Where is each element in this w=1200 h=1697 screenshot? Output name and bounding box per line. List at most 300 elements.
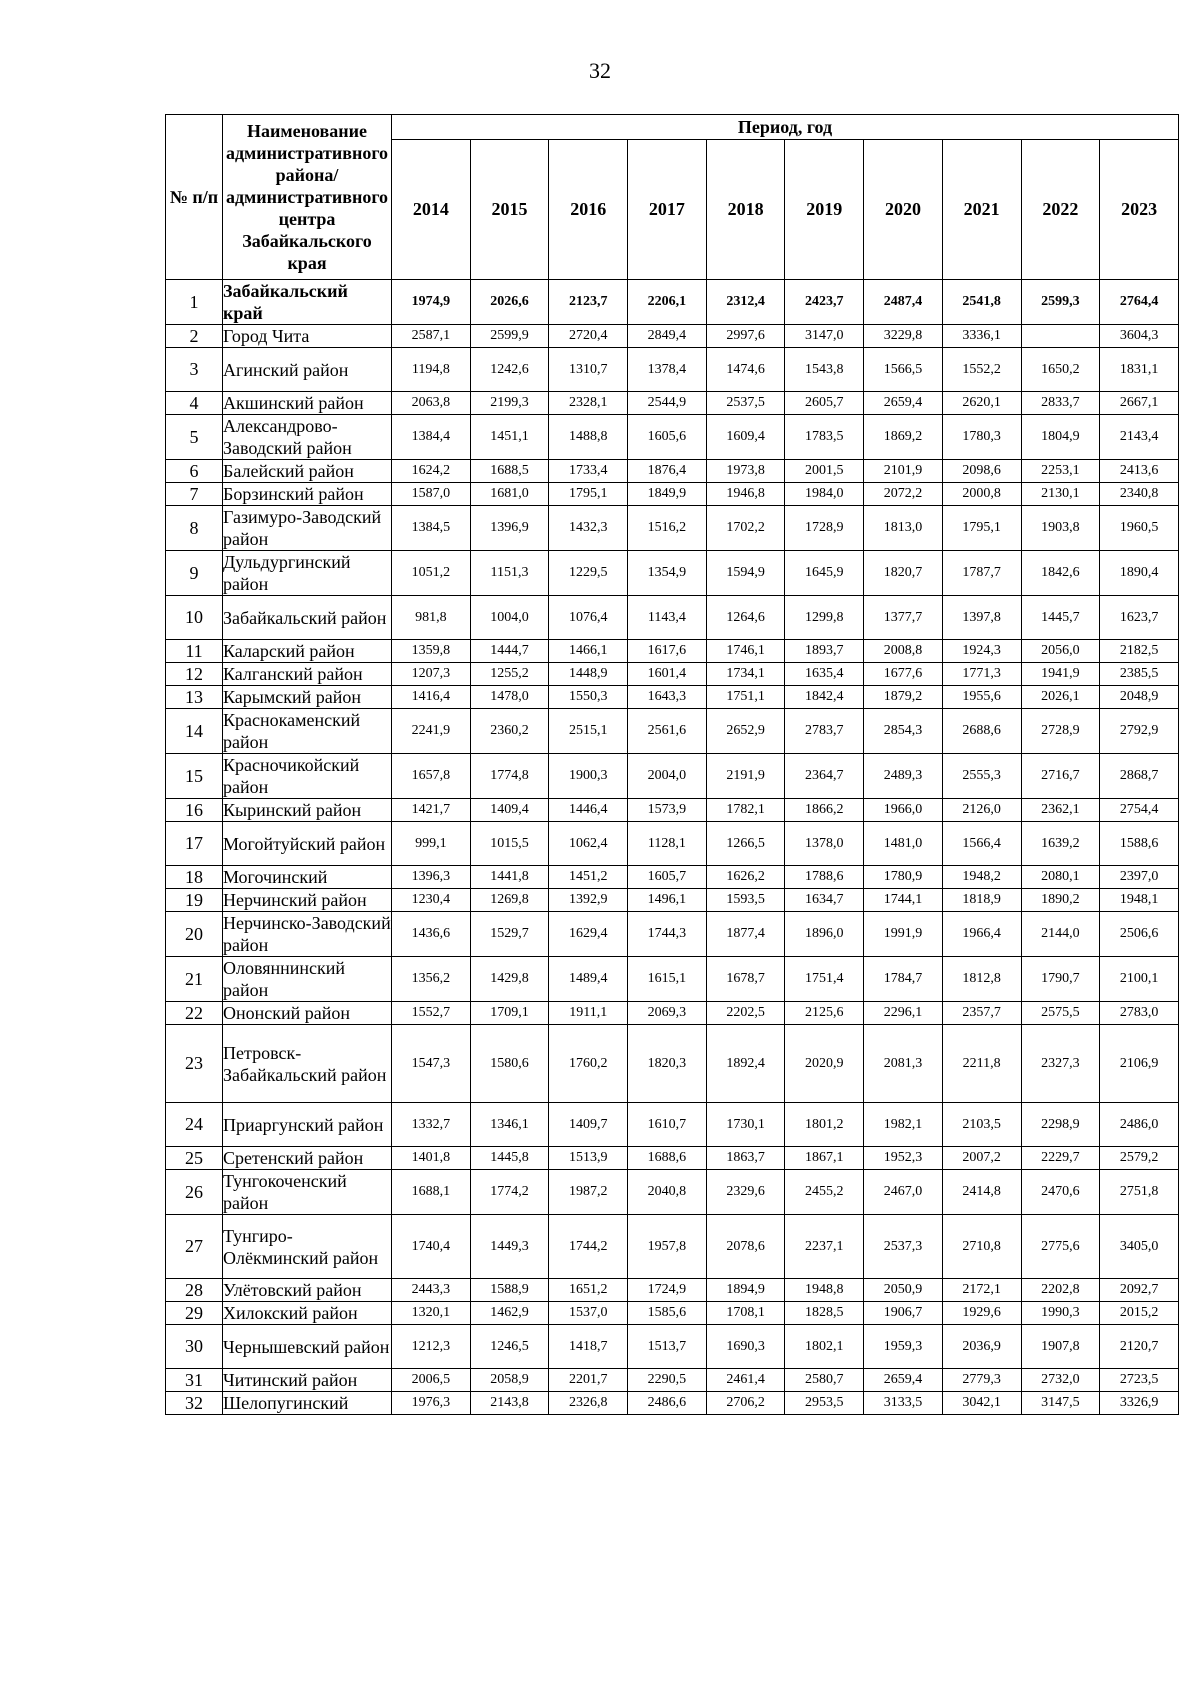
value-cell: 1384,5 — [392, 506, 471, 551]
value-cell: 1346,1 — [470, 1103, 549, 1147]
value-cell: 3147,5 — [1021, 1392, 1100, 1415]
value-cell: 1605,6 — [628, 415, 707, 460]
row-name: Нерчинско-Заводский район — [223, 913, 391, 955]
value-cell: 1610,7 — [628, 1103, 707, 1147]
value-cell: 2081,3 — [864, 1025, 943, 1103]
value-cell: 1624,2 — [392, 460, 471, 483]
value-cell: 1728,9 — [785, 506, 864, 551]
value-cell: 1444,7 — [470, 640, 549, 663]
value-cell: 1623,7 — [1100, 596, 1179, 640]
value-cell: 1062,4 — [549, 822, 628, 866]
row-number: 26 — [166, 1170, 223, 1215]
value-cell: 2130,1 — [1021, 483, 1100, 506]
row-number: 9 — [166, 551, 223, 596]
value-cell: 1516,2 — [628, 506, 707, 551]
value-cell: 1708,1 — [706, 1302, 785, 1325]
value-cell: 1529,7 — [470, 912, 549, 957]
value-cell: 3604,3 — [1100, 325, 1179, 348]
value-cell: 3229,8 — [864, 325, 943, 348]
table-row — [166, 799, 1179, 822]
row-name: Читинский район — [223, 1369, 392, 1392]
row-name: Нерчинский район — [223, 889, 392, 912]
value-cell: 1867,1 — [785, 1147, 864, 1170]
value-cell: 1784,7 — [864, 957, 943, 1002]
value-cell: 2537,5 — [706, 392, 785, 415]
row-number: 11 — [166, 640, 223, 663]
value-cell: 2229,7 — [1021, 1147, 1100, 1170]
value-cell: 2360,2 — [470, 709, 549, 754]
row-number: 20 — [166, 912, 223, 957]
value-cell — [1021, 325, 1100, 348]
value-cell: 1869,2 — [864, 415, 943, 460]
value-cell: 2710,8 — [942, 1215, 1021, 1279]
row-number: 21 — [166, 957, 223, 1002]
value-cell: 1894,9 — [706, 1279, 785, 1302]
row-name: Приаргунский район — [223, 1103, 392, 1147]
row-number: 18 — [166, 866, 223, 889]
value-cell: 1744,1 — [864, 889, 943, 912]
row-number: 28 — [166, 1279, 223, 1302]
table-row — [166, 754, 1179, 799]
value-cell: 2191,9 — [706, 754, 785, 799]
value-cell: 2792,9 — [1100, 709, 1179, 754]
row-number: 7 — [166, 483, 223, 506]
value-cell: 2329,6 — [706, 1170, 785, 1215]
value-cell: 2486,0 — [1100, 1103, 1179, 1147]
value-cell: 1820,7 — [864, 551, 943, 596]
table-body — [166, 280, 1179, 1415]
value-cell: 1831,1 — [1100, 348, 1179, 392]
row-name: Хилокский район — [223, 1302, 392, 1325]
value-cell: 1900,3 — [549, 754, 628, 799]
value-cell: 1409,7 — [549, 1103, 628, 1147]
value-cell: 1212,3 — [392, 1325, 471, 1369]
table-row — [166, 1002, 1179, 1025]
value-cell: 1842,4 — [785, 686, 864, 709]
header-year: 2019 — [785, 140, 864, 280]
value-cell: 2783,0 — [1100, 1002, 1179, 1025]
row-name: Калганский район — [223, 663, 392, 686]
header-year: 2018 — [706, 140, 785, 280]
value-cell: 2125,6 — [785, 1002, 864, 1025]
value-cell: 1813,0 — [864, 506, 943, 551]
value-cell: 2328,1 — [549, 392, 628, 415]
table-row — [166, 460, 1179, 483]
row-number: 15 — [166, 754, 223, 799]
value-cell: 2103,5 — [942, 1103, 1021, 1147]
header-year: 2023 — [1100, 140, 1179, 280]
value-cell: 1966,4 — [942, 912, 1021, 957]
row-number: 10 — [166, 596, 223, 640]
table-row — [166, 551, 1179, 596]
value-cell: 1513,7 — [628, 1325, 707, 1369]
value-cell: 1310,7 — [549, 348, 628, 392]
value-cell: 2298,9 — [1021, 1103, 1100, 1147]
value-cell: 2537,3 — [864, 1215, 943, 1279]
row-name: Александрово-Заводский район — [223, 415, 392, 460]
value-cell: 1609,4 — [706, 415, 785, 460]
value-cell: 1973,8 — [706, 460, 785, 483]
value-cell: 1790,7 — [1021, 957, 1100, 1002]
row-number: 31 — [166, 1369, 223, 1392]
value-cell: 1688,5 — [470, 460, 549, 483]
value-cell: 2253,1 — [1021, 460, 1100, 483]
table-row — [166, 483, 1179, 506]
value-cell: 1230,4 — [392, 889, 471, 912]
table-row — [166, 415, 1179, 460]
value-cell: 2357,7 — [942, 1002, 1021, 1025]
row-name: Газимуро-Заводский район — [223, 506, 392, 551]
value-cell: 2241,9 — [392, 709, 471, 754]
value-cell: 1354,9 — [628, 551, 707, 596]
value-cell: 1774,2 — [470, 1170, 549, 1215]
row-number: 30 — [166, 1325, 223, 1369]
value-cell: 1601,4 — [628, 663, 707, 686]
value-cell: 2327,3 — [1021, 1025, 1100, 1103]
value-cell: 2667,1 — [1100, 392, 1179, 415]
row-number: 4 — [166, 392, 223, 415]
value-cell: 2868,7 — [1100, 754, 1179, 799]
value-cell: 1751,1 — [706, 686, 785, 709]
value-cell: 1948,1 — [1100, 889, 1179, 912]
value-cell: 2072,2 — [864, 483, 943, 506]
value-cell: 2723,5 — [1100, 1369, 1179, 1392]
value-cell: 1076,4 — [549, 596, 628, 640]
row-number: 23 — [166, 1025, 223, 1103]
value-cell: 2340,8 — [1100, 483, 1179, 506]
value-cell: 1396,3 — [392, 866, 471, 889]
value-cell: 1984,0 — [785, 483, 864, 506]
value-cell: 2754,4 — [1100, 799, 1179, 822]
value-cell: 1617,6 — [628, 640, 707, 663]
value-cell: 1409,4 — [470, 799, 549, 822]
value-cell: 1959,3 — [864, 1325, 943, 1369]
value-cell: 2688,6 — [942, 709, 1021, 754]
value-cell: 1787,7 — [942, 551, 1021, 596]
table-row — [166, 1325, 1179, 1369]
value-cell: 1657,8 — [392, 754, 471, 799]
header-year: 2020 — [864, 140, 943, 280]
value-cell: 3336,1 — [942, 325, 1021, 348]
value-cell: 2058,9 — [470, 1369, 549, 1392]
value-cell: 1401,8 — [392, 1147, 471, 1170]
value-cell: 1903,8 — [1021, 506, 1100, 551]
header-year: 2015 — [470, 140, 549, 280]
value-cell: 1207,3 — [392, 663, 471, 686]
table-row — [166, 686, 1179, 709]
value-cell: 1960,5 — [1100, 506, 1179, 551]
row-number: 2 — [166, 325, 223, 348]
row-number: 14 — [166, 709, 223, 754]
value-cell: 2544,9 — [628, 392, 707, 415]
value-cell: 1929,6 — [942, 1302, 1021, 1325]
value-cell: 1359,8 — [392, 640, 471, 663]
value-cell: 2461,4 — [706, 1369, 785, 1392]
row-number: 6 — [166, 460, 223, 483]
value-cell: 2007,2 — [942, 1147, 1021, 1170]
value-cell: 2413,6 — [1100, 460, 1179, 483]
value-cell: 1877,4 — [706, 912, 785, 957]
row-name: Акшинский район — [223, 392, 392, 415]
row-name: Кыринский район — [223, 799, 392, 822]
row-number: 3 — [166, 348, 223, 392]
value-cell: 2001,5 — [785, 460, 864, 483]
value-cell: 1552,2 — [942, 348, 1021, 392]
value-cell: 2620,1 — [942, 392, 1021, 415]
value-cell: 1802,1 — [785, 1325, 864, 1369]
value-cell: 981,8 — [392, 596, 471, 640]
row-name: Тунгокоченский район — [223, 1170, 392, 1215]
value-cell: 1788,6 — [785, 866, 864, 889]
value-cell: 1645,9 — [785, 551, 864, 596]
row-number: 22 — [166, 1002, 223, 1025]
value-cell: 1573,9 — [628, 799, 707, 822]
value-cell: 2599,9 — [470, 325, 549, 348]
value-cell: 1194,8 — [392, 348, 471, 392]
value-cell: 1552,7 — [392, 1002, 471, 1025]
value-cell: 2487,4 — [864, 280, 943, 325]
value-cell: 2575,5 — [1021, 1002, 1100, 1025]
value-cell: 2783,7 — [785, 709, 864, 754]
value-cell: 1332,7 — [392, 1103, 471, 1147]
row-number: 27 — [166, 1215, 223, 1279]
value-cell: 2716,7 — [1021, 754, 1100, 799]
value-cell: 1760,2 — [549, 1025, 628, 1103]
value-cell: 1128,1 — [628, 822, 707, 866]
value-cell: 2833,7 — [1021, 392, 1100, 415]
row-number: 29 — [166, 1302, 223, 1325]
header-year: 2022 — [1021, 140, 1100, 280]
value-cell: 1724,9 — [628, 1279, 707, 1302]
value-cell: 1432,3 — [549, 506, 628, 551]
row-number: 13 — [166, 686, 223, 709]
row-name: Краснокаменский район — [223, 709, 392, 754]
value-cell: 2206,1 — [628, 280, 707, 325]
value-cell: 1015,5 — [470, 822, 549, 866]
value-cell: 1795,1 — [549, 483, 628, 506]
table-row — [166, 392, 1179, 415]
value-cell: 1771,3 — [942, 663, 1021, 686]
value-cell: 1678,7 — [706, 957, 785, 1002]
value-cell: 1566,5 — [864, 348, 943, 392]
value-cell: 1734,1 — [706, 663, 785, 686]
value-cell: 1677,6 — [864, 663, 943, 686]
value-cell: 2555,3 — [942, 754, 1021, 799]
value-cell: 2443,3 — [392, 1279, 471, 1302]
row-number: 8 — [166, 506, 223, 551]
value-cell: 1709,1 — [470, 1002, 549, 1025]
value-cell: 1594,9 — [706, 551, 785, 596]
value-cell: 1639,2 — [1021, 822, 1100, 866]
value-cell: 2541,8 — [942, 280, 1021, 325]
value-cell: 2237,1 — [785, 1215, 864, 1279]
value-cell: 2069,3 — [628, 1002, 707, 1025]
value-cell: 1242,6 — [470, 348, 549, 392]
value-cell: 1801,2 — [785, 1103, 864, 1147]
value-cell: 2143,4 — [1100, 415, 1179, 460]
value-cell: 2659,4 — [864, 1369, 943, 1392]
value-cell: 2486,6 — [628, 1392, 707, 1415]
value-cell: 2397,0 — [1100, 866, 1179, 889]
value-cell: 2202,5 — [706, 1002, 785, 1025]
value-cell: 2006,5 — [392, 1369, 471, 1392]
value-cell: 1893,7 — [785, 640, 864, 663]
value-cell: 1397,8 — [942, 596, 1021, 640]
value-cell: 1446,4 — [549, 799, 628, 822]
row-name: Могойтуйский район — [223, 822, 392, 866]
row-name: Могочинский — [223, 866, 392, 889]
value-cell: 2423,7 — [785, 280, 864, 325]
value-cell: 1974,9 — [392, 280, 471, 325]
row-name: Каларский район — [223, 640, 392, 663]
row-name: Оловяннинский район — [223, 957, 392, 1002]
value-cell: 2854,3 — [864, 709, 943, 754]
row-number: 19 — [166, 889, 223, 912]
value-cell: 2561,6 — [628, 709, 707, 754]
value-cell: 1924,3 — [942, 640, 1021, 663]
value-cell: 1643,3 — [628, 686, 707, 709]
value-cell: 1804,9 — [1021, 415, 1100, 460]
row-name: Сретенский район — [223, 1147, 392, 1170]
value-cell: 1842,6 — [1021, 551, 1100, 596]
value-cell: 1378,4 — [628, 348, 707, 392]
value-cell: 2506,6 — [1100, 912, 1179, 957]
value-cell: 2078,6 — [706, 1215, 785, 1279]
value-cell: 2000,8 — [942, 483, 1021, 506]
value-cell: 2779,3 — [942, 1369, 1021, 1392]
value-cell: 1906,7 — [864, 1302, 943, 1325]
row-number: 5 — [166, 415, 223, 460]
value-cell: 1990,3 — [1021, 1302, 1100, 1325]
value-cell: 2080,1 — [1021, 866, 1100, 889]
value-cell: 1587,0 — [392, 483, 471, 506]
value-cell: 1537,0 — [549, 1302, 628, 1325]
value-cell: 1449,3 — [470, 1215, 549, 1279]
value-cell: 3147,0 — [785, 325, 864, 348]
value-cell: 1441,8 — [470, 866, 549, 889]
value-cell: 1780,3 — [942, 415, 1021, 460]
value-cell: 1246,5 — [470, 1325, 549, 1369]
value-cell: 1896,0 — [785, 912, 864, 957]
value-cell: 1782,1 — [706, 799, 785, 822]
value-cell: 1626,2 — [706, 866, 785, 889]
value-cell: 1547,3 — [392, 1025, 471, 1103]
value-cell: 1744,3 — [628, 912, 707, 957]
value-cell: 1269,8 — [470, 889, 549, 912]
value-cell: 999,1 — [392, 822, 471, 866]
value-cell: 1377,7 — [864, 596, 943, 640]
value-cell: 1378,0 — [785, 822, 864, 866]
value-cell: 1957,8 — [628, 1215, 707, 1279]
header-num: № п/п — [166, 115, 223, 280]
table-row — [166, 1302, 1179, 1325]
row-name: Балейский район — [223, 460, 392, 483]
value-cell: 1004,0 — [470, 596, 549, 640]
value-cell: 2706,2 — [706, 1392, 785, 1415]
value-cell: 2580,7 — [785, 1369, 864, 1392]
value-cell: 1955,6 — [942, 686, 1021, 709]
table-row — [166, 709, 1179, 754]
value-cell: 1451,1 — [470, 415, 549, 460]
value-cell: 1987,2 — [549, 1170, 628, 1215]
value-cell: 1462,9 — [470, 1302, 549, 1325]
value-cell: 2026,1 — [1021, 686, 1100, 709]
value-cell: 1690,3 — [706, 1325, 785, 1369]
value-cell: 1976,3 — [392, 1392, 471, 1415]
value-cell: 1320,1 — [392, 1302, 471, 1325]
value-cell: 1580,6 — [470, 1025, 549, 1103]
value-cell: 2015,2 — [1100, 1302, 1179, 1325]
value-cell: 2106,9 — [1100, 1025, 1179, 1103]
value-cell: 2120,7 — [1100, 1325, 1179, 1369]
value-cell: 1892,4 — [706, 1025, 785, 1103]
row-name: Город Чита — [223, 325, 392, 348]
table-row — [166, 1147, 1179, 1170]
value-cell: 1948,8 — [785, 1279, 864, 1302]
value-cell: 1143,4 — [628, 596, 707, 640]
row-number: 25 — [166, 1147, 223, 1170]
value-cell: 2202,8 — [1021, 1279, 1100, 1302]
header-year: 2021 — [942, 140, 1021, 280]
value-cell: 2098,6 — [942, 460, 1021, 483]
value-cell: 1392,9 — [549, 889, 628, 912]
value-cell: 3405,0 — [1100, 1215, 1179, 1279]
value-cell: 2008,8 — [864, 640, 943, 663]
value-cell: 2048,9 — [1100, 686, 1179, 709]
value-cell: 1849,9 — [628, 483, 707, 506]
table-row — [166, 348, 1179, 392]
value-cell: 2199,3 — [470, 392, 549, 415]
table-row — [166, 640, 1179, 663]
value-cell: 1629,4 — [549, 912, 628, 957]
row-number: 12 — [166, 663, 223, 686]
header-year: 2016 — [549, 140, 628, 280]
table-row — [166, 866, 1179, 889]
value-cell: 1730,1 — [706, 1103, 785, 1147]
value-cell: 2728,9 — [1021, 709, 1100, 754]
value-cell: 2026,6 — [470, 280, 549, 325]
value-cell: 2579,2 — [1100, 1147, 1179, 1170]
value-cell: 2312,4 — [706, 280, 785, 325]
value-cell: 2050,9 — [864, 1279, 943, 1302]
value-cell: 1474,6 — [706, 348, 785, 392]
value-cell: 1634,7 — [785, 889, 864, 912]
row-number: 17 — [166, 822, 223, 866]
value-cell: 1229,5 — [549, 551, 628, 596]
value-cell: 1436,6 — [392, 912, 471, 957]
data-table — [165, 114, 1179, 1415]
table-row — [166, 957, 1179, 1002]
table-row — [166, 1025, 1179, 1103]
value-cell: 2467,0 — [864, 1170, 943, 1215]
value-cell: 2063,8 — [392, 392, 471, 415]
value-cell: 1605,7 — [628, 866, 707, 889]
value-cell: 1543,8 — [785, 348, 864, 392]
value-cell: 2056,0 — [1021, 640, 1100, 663]
value-cell: 1488,8 — [549, 415, 628, 460]
value-cell: 1384,4 — [392, 415, 471, 460]
value-cell: 2036,9 — [942, 1325, 1021, 1369]
value-cell: 2100,1 — [1100, 957, 1179, 1002]
row-name: Дульдургинский район — [223, 551, 392, 596]
value-cell: 1429,8 — [470, 957, 549, 1002]
value-cell: 3326,9 — [1100, 1392, 1179, 1415]
value-cell: 1588,9 — [470, 1279, 549, 1302]
row-name: Тунгиро-Олёкминский район — [223, 1215, 392, 1279]
value-cell: 1879,2 — [864, 686, 943, 709]
value-cell: 3042,1 — [942, 1392, 1021, 1415]
value-cell: 2362,1 — [1021, 799, 1100, 822]
